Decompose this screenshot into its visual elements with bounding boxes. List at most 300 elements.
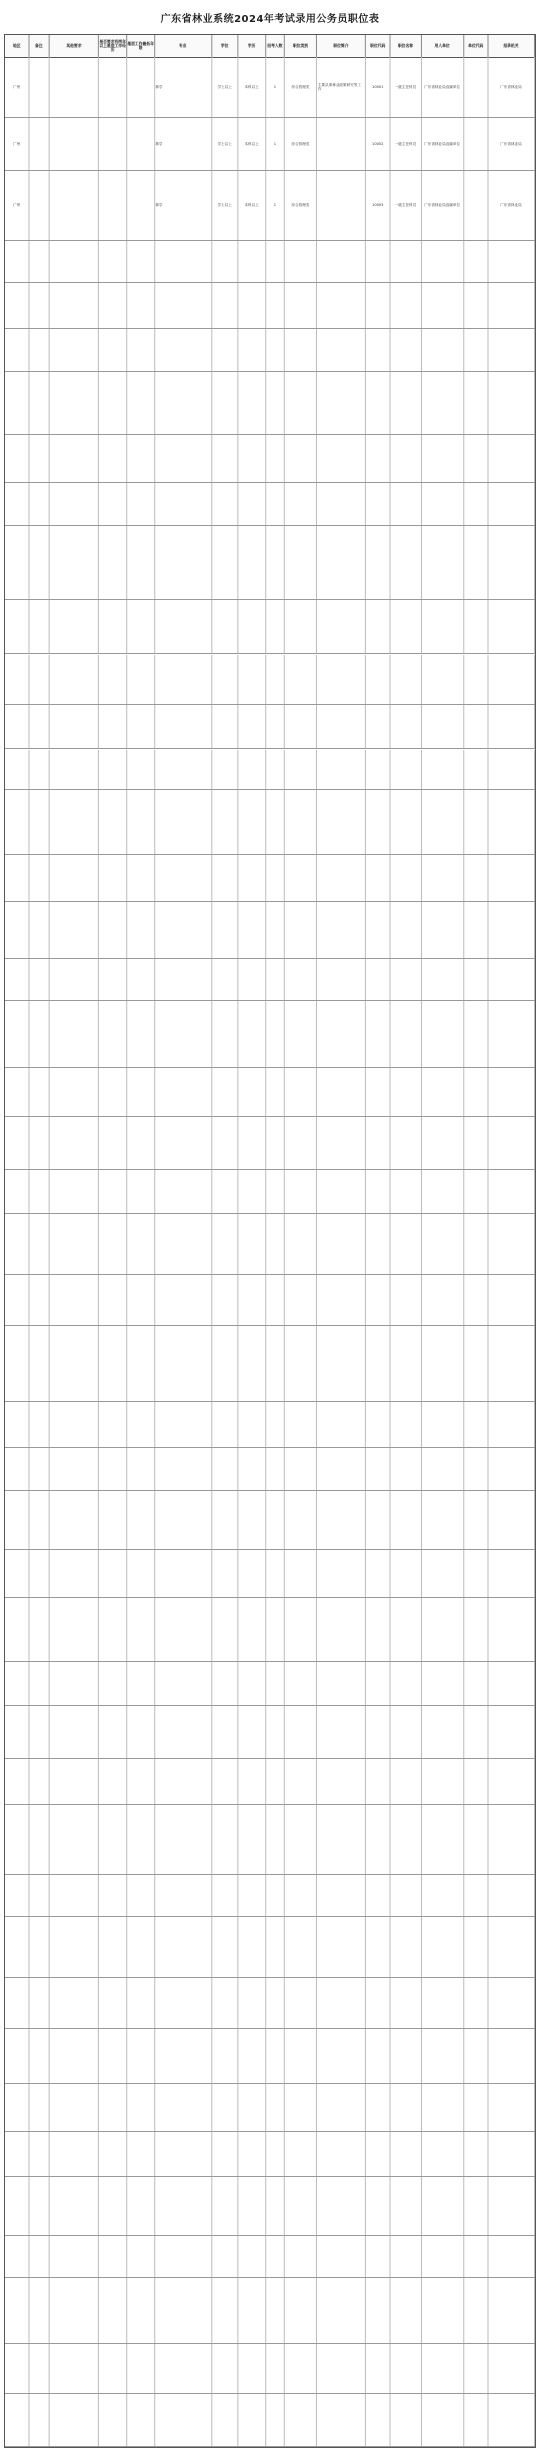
table-cell-unit: 广东省林业局直属单位	[422, 171, 465, 240]
table-cell-major: 林学	[155, 171, 213, 240]
table-row	[5, 1068, 535, 1117]
table-cell-org	[488, 1275, 535, 1325]
table-cell-area	[5, 1170, 29, 1213]
table-cell-type	[285, 2132, 317, 2175]
table-cell-code	[464, 855, 488, 900]
table-cell-org	[488, 1917, 535, 1977]
table-cell-area	[5, 2177, 29, 2235]
column-header: 招考人数	[266, 35, 285, 57]
table-cell-base	[99, 1805, 127, 1874]
table-cell-type	[285, 372, 317, 434]
table-cell-years	[127, 1117, 155, 1169]
table-cell-pos	[390, 1759, 422, 1804]
table-row	[5, 1117, 535, 1170]
table-cell-edu	[238, 283, 266, 328]
table-cell-base	[99, 1706, 127, 1758]
table-cell-code	[464, 526, 488, 599]
table-cell-type	[285, 1550, 317, 1598]
table-cell-code	[464, 57, 488, 117]
table-cell-area	[5, 241, 29, 282]
table-cell-code	[464, 1759, 488, 1804]
table-cell-edu	[238, 1068, 266, 1116]
table-cell-code	[464, 1170, 488, 1213]
table-cell-edu	[238, 1275, 266, 1325]
table-cell-code	[464, 1402, 488, 1447]
table-cell-note	[29, 2344, 50, 2394]
table-cell-code	[464, 1001, 488, 1068]
table-cell-area	[5, 1917, 29, 1977]
table-cell-pos	[390, 1662, 422, 1705]
table-cell-years	[127, 1875, 155, 1916]
table-cell-base	[99, 1917, 127, 1977]
table-cell-code	[464, 1491, 488, 1549]
table-cell-base	[99, 483, 127, 524]
table-cell-years	[127, 118, 155, 170]
table-cell-edu: 本科以上	[238, 118, 266, 170]
table-cell-area	[5, 1550, 29, 1598]
table-cell-years	[127, 1550, 155, 1598]
column-header: 基层工作最低年限	[127, 35, 155, 57]
table-cell-other	[50, 1917, 99, 1977]
table-row	[5, 483, 535, 525]
table-cell-type	[285, 435, 317, 483]
table-cell-base	[99, 655, 127, 705]
table-cell-note	[29, 1326, 50, 1401]
table-cell-pos	[390, 283, 422, 328]
table-cell-note	[29, 1402, 50, 1447]
table-cell-major	[155, 1978, 213, 2028]
table-cell-note	[29, 283, 50, 328]
table-cell-other	[50, 1662, 99, 1705]
table-cell-major	[155, 959, 213, 1000]
column-header: 职位名称	[390, 35, 422, 57]
table-cell-type	[285, 1917, 317, 1977]
table-cell-years	[127, 705, 155, 748]
table-cell-pos	[390, 483, 422, 524]
table-cell-num	[266, 790, 285, 854]
table-cell-base	[99, 1275, 127, 1325]
table-cell-pcode	[366, 1068, 390, 1116]
table-cell-num	[266, 1706, 285, 1758]
table-cell-org	[488, 283, 535, 328]
table-cell-desc	[317, 372, 366, 434]
table-cell-code	[464, 171, 488, 240]
table-cell-num	[266, 1170, 285, 1213]
table-row	[5, 372, 535, 435]
table-cell-pos	[390, 2177, 422, 2235]
table-cell-years	[127, 171, 155, 240]
table-cell-years	[127, 1706, 155, 1758]
table-cell-other	[50, 1275, 99, 1325]
table-row	[5, 1326, 535, 1402]
table-cell-org	[488, 1326, 535, 1401]
table-cell-code	[464, 118, 488, 170]
table-cell-edu	[238, 2132, 266, 2175]
table-row	[5, 655, 535, 706]
table-cell-base	[99, 2236, 127, 2277]
table-cell-code	[464, 1550, 488, 1598]
table-cell-org	[488, 1001, 535, 1068]
table-cell-deg	[212, 1001, 238, 1068]
table-cell-note	[29, 1550, 50, 1598]
table-cell-other	[50, 1001, 99, 1068]
table-cell-edu	[238, 2029, 266, 2083]
table-cell-pos	[390, 526, 422, 599]
table-cell-deg	[212, 1448, 238, 1489]
table-cell-num	[266, 2236, 285, 2277]
table-cell-type	[285, 483, 317, 524]
table-cell-other	[50, 118, 99, 170]
table-cell-base	[99, 750, 127, 789]
table-cell-type	[285, 600, 317, 654]
table-cell-major	[155, 1805, 213, 1874]
table-cell-deg	[212, 705, 238, 748]
table-cell-deg	[212, 1917, 238, 1977]
table-cell-org	[488, 1491, 535, 1549]
table-row	[5, 959, 535, 1001]
table-cell-type: 综合管理类	[285, 57, 317, 117]
table-cell-note	[29, 483, 50, 524]
table-cell-area	[5, 1275, 29, 1325]
table-cell-unit	[422, 1448, 465, 1489]
table-cell-desc	[317, 600, 366, 654]
table-cell-unit	[422, 2344, 465, 2394]
column-header: 备注	[29, 35, 50, 57]
column-header: 地区	[5, 35, 29, 57]
table-cell-note	[29, 1068, 50, 1116]
table-cell-major	[155, 1598, 213, 1660]
table-cell-note	[29, 2029, 50, 2083]
table-cell-base	[99, 1978, 127, 2028]
table-cell-major	[155, 1448, 213, 1489]
table-cell-desc	[317, 1706, 366, 1758]
table-cell-unit	[422, 1402, 465, 1447]
table-cell-area	[5, 655, 29, 705]
table-cell-years	[127, 1917, 155, 1977]
table-cell-area	[5, 1214, 29, 1274]
table-cell-major	[155, 1875, 213, 1916]
table-cell-years	[127, 329, 155, 370]
table-cell-desc	[317, 1448, 366, 1489]
table-cell-years	[127, 1170, 155, 1213]
table-cell-unit	[422, 600, 465, 654]
table-cell-years	[127, 959, 155, 1000]
table-cell-code	[464, 750, 488, 789]
table-cell-org	[488, 2236, 535, 2277]
table-cell-desc	[317, 1117, 366, 1169]
table-cell-unit	[422, 855, 465, 900]
table-cell-unit	[422, 790, 465, 854]
table-cell-other	[50, 959, 99, 1000]
table-cell-edu	[238, 2236, 266, 2277]
table-cell-code	[464, 2177, 488, 2235]
table-cell-pcode	[366, 1275, 390, 1325]
table-cell-deg	[212, 1598, 238, 1660]
table-cell-org	[488, 2029, 535, 2083]
table-cell-deg	[212, 1117, 238, 1169]
table-cell-other	[50, 1805, 99, 1874]
table-cell-major	[155, 2236, 213, 2277]
table-cell-num	[266, 600, 285, 654]
table-cell-num	[266, 1550, 285, 1598]
table-cell-other	[50, 1550, 99, 1598]
table-cell-unit	[422, 1275, 465, 1325]
table-cell-unit	[422, 2394, 465, 2446]
table-cell-area	[5, 1117, 29, 1169]
table-cell-note	[29, 2084, 50, 2132]
table-cell-area	[5, 750, 29, 789]
table-cell-type	[285, 1448, 317, 1489]
table-cell-years	[127, 1068, 155, 1116]
table-cell-base	[99, 283, 127, 328]
table-cell-major	[155, 1117, 213, 1169]
table-cell-num	[266, 283, 285, 328]
table-cell-edu	[238, 705, 266, 748]
table-cell-pcode	[366, 855, 390, 900]
table-cell-type	[285, 902, 317, 958]
table-cell-major	[155, 1170, 213, 1213]
table-cell-num	[266, 483, 285, 524]
table-cell-pos	[390, 2278, 422, 2342]
table-row	[5, 902, 535, 959]
table-cell-desc	[317, 241, 366, 282]
table-cell-type	[285, 1214, 317, 1274]
table-cell-pos	[390, 600, 422, 654]
table-cell-code	[464, 1706, 488, 1758]
table-cell-other	[50, 2344, 99, 2394]
table-cell-type	[285, 2344, 317, 2394]
table-cell-pcode	[366, 1001, 390, 1068]
table-cell-org	[488, 241, 535, 282]
table-cell-unit	[422, 1759, 465, 1804]
table-cell-unit	[422, 1917, 465, 1977]
table-cell-num	[266, 2029, 285, 2083]
table-cell-code	[464, 1598, 488, 1660]
table-cell-note	[29, 241, 50, 282]
table-cell-edu	[238, 2394, 266, 2446]
table-cell-pos	[390, 1001, 422, 1068]
table-cell-pos	[390, 1491, 422, 1549]
table-cell-pcode	[366, 435, 390, 483]
table-cell-pos	[390, 329, 422, 370]
table-cell-type	[285, 1875, 317, 1916]
table-cell-pcode	[366, 1170, 390, 1213]
table-cell-other	[50, 2278, 99, 2342]
table-cell-pos	[390, 1448, 422, 1489]
table-cell-base	[99, 118, 127, 170]
table-row	[5, 750, 535, 790]
table-cell-pcode	[366, 2344, 390, 2394]
table-cell-other	[50, 435, 99, 483]
table-cell-unit	[422, 1117, 465, 1169]
table-cell-other	[50, 372, 99, 434]
table-cell-pos	[390, 241, 422, 282]
table-cell-code	[464, 2344, 488, 2394]
table-cell-note	[29, 1759, 50, 1804]
table-cell-note	[29, 1448, 50, 1489]
table-cell-major	[155, 1662, 213, 1705]
table-cell-note	[29, 2177, 50, 2235]
table-row	[5, 1275, 535, 1326]
table-cell-edu	[238, 902, 266, 958]
table-cell-num	[266, 1275, 285, 1325]
table-cell-years	[127, 600, 155, 654]
table-cell-other	[50, 1759, 99, 1804]
table-cell-other	[50, 2084, 99, 2132]
table-cell-desc	[317, 1662, 366, 1705]
table-cell-base	[99, 1117, 127, 1169]
table-cell-years	[127, 1805, 155, 1874]
table-cell-pos	[390, 855, 422, 900]
table-cell-code	[464, 1214, 488, 1274]
table-cell-pos	[390, 790, 422, 854]
table-cell-area	[5, 435, 29, 483]
table-cell-pcode	[366, 2394, 390, 2446]
table-cell-edu	[238, 435, 266, 483]
table-cell-years	[127, 2236, 155, 2277]
table-cell-desc	[317, 655, 366, 705]
table-cell-desc	[317, 2132, 366, 2175]
table-cell-num	[266, 241, 285, 282]
table-cell-code	[464, 600, 488, 654]
table-cell-code	[464, 2132, 488, 2175]
table-cell-org	[488, 1978, 535, 2028]
table-cell-org	[488, 705, 535, 748]
table-cell-other	[50, 1326, 99, 1401]
table-cell-edu	[238, 241, 266, 282]
table-cell-unit	[422, 1170, 465, 1213]
table-cell-pcode	[366, 1117, 390, 1169]
table-row	[5, 705, 535, 749]
table-cell-base	[99, 1326, 127, 1401]
table-cell-pcode	[366, 483, 390, 524]
table-cell-deg	[212, 1759, 238, 1804]
table-cell-major	[155, 241, 213, 282]
table-cell-code	[464, 1275, 488, 1325]
table-cell-area	[5, 1805, 29, 1874]
table-cell-desc	[317, 2278, 366, 2342]
column-header: 用人单位	[422, 35, 465, 57]
table-cell-type	[285, 1759, 317, 1804]
table-cell-deg	[212, 2084, 238, 2132]
table-cell-major	[155, 1759, 213, 1804]
table-cell-type	[285, 241, 317, 282]
table-cell-major	[155, 526, 213, 599]
table-cell-unit	[422, 283, 465, 328]
table-cell-type	[285, 2177, 317, 2235]
table-cell-edu	[238, 1117, 266, 1169]
table-cell-note	[29, 329, 50, 370]
table-cell-code	[464, 2084, 488, 2132]
table-cell-unit	[422, 959, 465, 1000]
table-row	[5, 1491, 535, 1550]
table-row	[5, 2394, 535, 2447]
table-cell-base	[99, 2344, 127, 2394]
table-cell-num	[266, 1491, 285, 1549]
table-cell-years	[127, 2084, 155, 2132]
table-cell-pcode	[366, 241, 390, 282]
table-cell-code	[464, 329, 488, 370]
table-cell-area: 广州	[5, 171, 29, 240]
table-cell-other	[50, 2394, 99, 2446]
table-cell-unit	[422, 2278, 465, 2342]
table-cell-num	[266, 1448, 285, 1489]
table-cell-edu	[238, 329, 266, 370]
table-cell-edu	[238, 1706, 266, 1758]
table-cell-area	[5, 329, 29, 370]
table-cell-years	[127, 1662, 155, 1705]
table-cell-desc	[317, 1326, 366, 1401]
column-header: 招录机关	[488, 35, 535, 57]
table-cell-num	[266, 1068, 285, 1116]
table-row	[5, 171, 535, 241]
table-cell-desc	[317, 2344, 366, 2394]
table-cell-code	[464, 1117, 488, 1169]
table-cell-unit	[422, 241, 465, 282]
table-cell-base	[99, 1402, 127, 1447]
table-cell-deg	[212, 1214, 238, 1274]
table-cell-org	[488, 655, 535, 705]
table-cell-pos	[390, 1117, 422, 1169]
table-cell-deg	[212, 435, 238, 483]
table-cell-note	[29, 435, 50, 483]
table-cell-base	[99, 1875, 127, 1916]
table-cell-note	[29, 1598, 50, 1660]
table-cell-edu	[238, 1805, 266, 1874]
table-cell-unit	[422, 1978, 465, 2028]
table-cell-area	[5, 283, 29, 328]
table-cell-desc	[317, 435, 366, 483]
table-cell-code	[464, 902, 488, 958]
table-cell-desc	[317, 2084, 366, 2132]
column-header: 学位	[212, 35, 238, 57]
table-cell-num	[266, 1598, 285, 1660]
table-cell-years	[127, 1491, 155, 1549]
table-cell-pos	[390, 2394, 422, 2446]
table-cell-years	[127, 1275, 155, 1325]
table-cell-org	[488, 2132, 535, 2175]
table-cell-edu	[238, 526, 266, 599]
table-cell-deg	[212, 2344, 238, 2394]
table-cell-pcode	[366, 2236, 390, 2277]
table-cell-years	[127, 1448, 155, 1489]
table-cell-org	[488, 750, 535, 789]
table-cell-desc: 主要从事林业政策研究等工作	[317, 57, 366, 117]
table-cell-unit	[422, 1598, 465, 1660]
table-cell-num: 1	[266, 118, 285, 170]
table-cell-desc	[317, 705, 366, 748]
table-cell-type	[285, 1805, 317, 1874]
table-cell-deg	[212, 2177, 238, 2235]
page-title: 广东省林业系统2024年考试录用公务员职位表	[160, 14, 380, 25]
table-cell-area	[5, 1759, 29, 1804]
table-cell-note	[29, 600, 50, 654]
table-cell-num	[266, 2132, 285, 2175]
table-cell-org	[488, 1706, 535, 1758]
table-cell-deg	[212, 283, 238, 328]
table-cell-pos	[390, 1978, 422, 2028]
table-cell-pcode	[366, 2278, 390, 2342]
table-cell-edu	[238, 1875, 266, 1916]
table-cell-num: 1	[266, 171, 285, 240]
table-cell-desc	[317, 1805, 366, 1874]
table-cell-org	[488, 600, 535, 654]
table-cell-edu	[238, 1448, 266, 1489]
table-cell-pos	[390, 1170, 422, 1213]
table-cell-pcode	[366, 1402, 390, 1447]
table-cell-note	[29, 1214, 50, 1274]
table-cell-note	[29, 2132, 50, 2175]
